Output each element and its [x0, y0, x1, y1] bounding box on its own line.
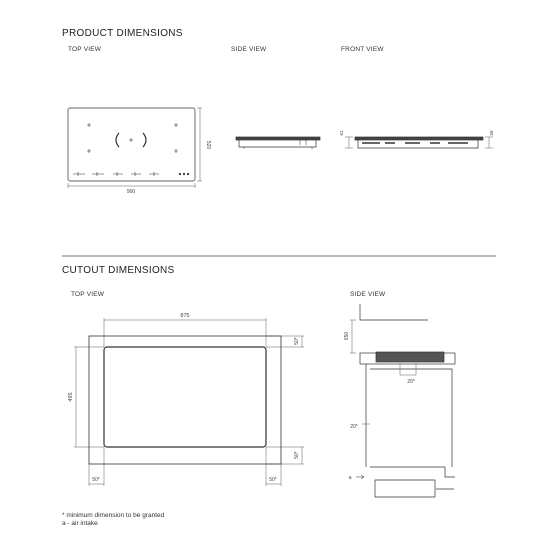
hob-front-profile	[355, 137, 483, 148]
product-depth-dimension	[197, 108, 202, 181]
cutout-top-view-label: TOP VIEW	[71, 291, 105, 298]
cutout-dimensions-title: CUTOUT DIMENSIONS	[62, 265, 175, 276]
cutout-width-dimension	[104, 318, 266, 347]
countertop-outline	[89, 336, 281, 464]
product-width-value: 900	[126, 189, 136, 195]
product-dimensions-title: PRODUCT DIMENSIONS	[62, 28, 183, 39]
cutout-margin-dimensions	[89, 336, 304, 486]
cutout-left-margin-value: 50*	[92, 477, 100, 483]
cabinet-side-section	[360, 304, 455, 497]
touch-controls	[73, 172, 159, 176]
front-left-height-value: 61	[339, 130, 344, 136]
air-intake-arrow	[356, 475, 364, 479]
note-air-intake: a - air intake	[62, 520, 98, 527]
hob-side-profile	[236, 137, 320, 149]
cutout-side-view-label: SIDE VIEW	[350, 291, 386, 298]
cutout-depth-value: 495	[68, 392, 74, 402]
cutout-width-value: 875	[180, 313, 190, 319]
side-clearance-dimension	[350, 320, 356, 353]
product-front-view-label: FRONT VIEW	[341, 46, 384, 53]
cooking-zone-markers	[87, 123, 178, 153]
product-side-view-label: SIDE VIEW	[231, 46, 267, 53]
cutout-top-margin-value: 50*	[294, 337, 300, 345]
cutout-right-margin-value: 50*	[269, 477, 277, 483]
cutout-opening	[104, 347, 266, 447]
product-width-dimension	[68, 183, 195, 188]
product-depth-value: 520	[205, 140, 211, 150]
hob-top-outline	[68, 108, 195, 181]
cutout-bottom-margin-value: 50*	[294, 451, 300, 459]
side-gap-value: 20*	[407, 379, 415, 385]
side-clearance-value: 650	[344, 331, 350, 341]
power-indicators	[179, 173, 189, 175]
product-top-view-label: TOP VIEW	[68, 46, 102, 53]
air-intake-marker: a	[348, 475, 352, 481]
front-right-height-value: 58	[489, 130, 494, 136]
side-gap-dimensions	[362, 364, 416, 424]
note-minimum-dimension: * minimum dimension to be granted	[62, 512, 165, 519]
side-wall-gap-value: 20*	[350, 424, 358, 430]
